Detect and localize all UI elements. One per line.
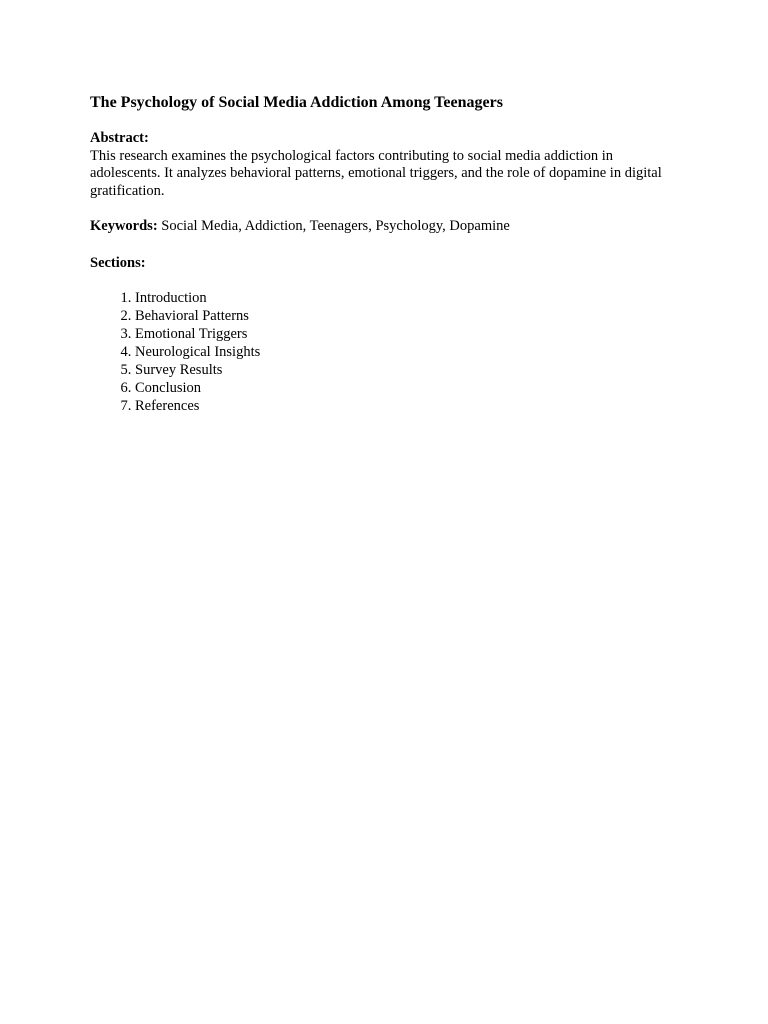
keywords-section bbox=[90, 218, 670, 236]
section-item-neurological-insights: 4. Neurological Insights bbox=[135, 343, 670, 361]
keywords-label: Keywords: bbox=[90, 218, 158, 234]
sections-heading: Sections: bbox=[90, 254, 146, 271]
abstract-text: This research examines the psychological factors contributing to social media addiction in adolescents. It analyzes behavioral patterns, emotional triggers, and the role of dopamine in digital gratification. bbox=[90, 147, 662, 199]
section-item-emotional-triggers: 3. Emotional Triggers bbox=[135, 325, 670, 343]
section-item-survey-results: 5. Survey Results bbox=[135, 361, 670, 379]
section-item-conclusion: 6. Conclusion bbox=[135, 379, 670, 397]
section-item-behavioral-patterns: 2. Behavioral Patterns bbox=[135, 307, 670, 325]
document-title: The Psychology of Social Media Addiction Among Teenagers bbox=[90, 94, 503, 111]
abstract-section bbox=[90, 130, 670, 200]
sections-list bbox=[90, 289, 670, 415]
abstract-label: Abstract: bbox=[90, 130, 149, 146]
section-item-introduction: 1. Introduction bbox=[135, 289, 670, 307]
keywords-text: Social Media, Addiction, Teenagers, Psychology, Dopamine bbox=[161, 218, 510, 234]
document-page bbox=[90, 93, 670, 415]
section-item-references: 7. References bbox=[135, 397, 670, 415]
